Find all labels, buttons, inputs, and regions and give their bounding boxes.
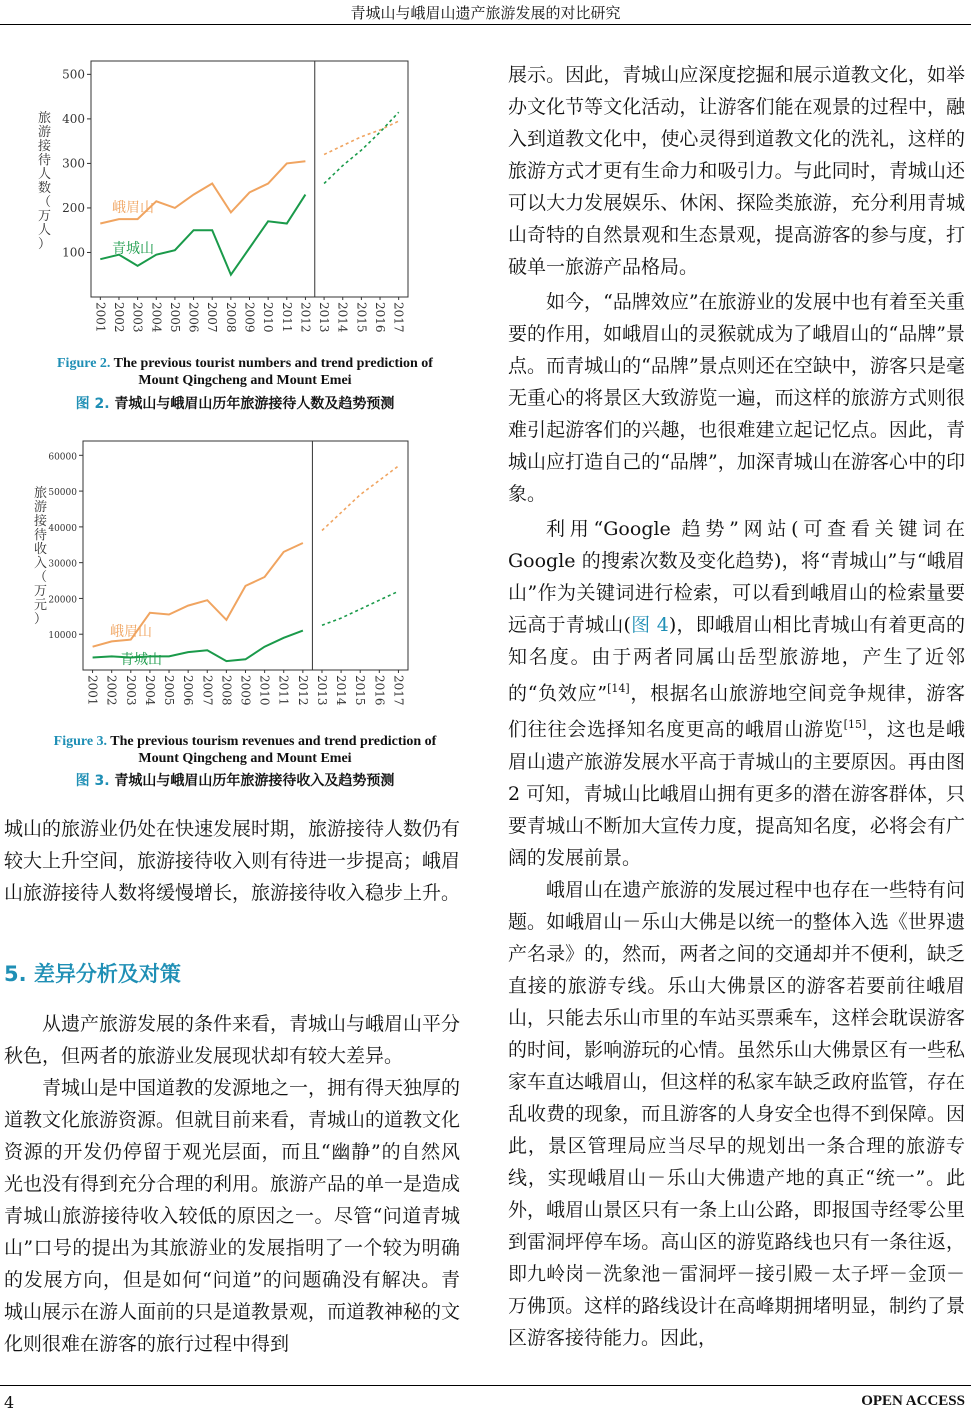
p3-text-a: 利用“Google 趋势”网站(可查看关键词在 Google 的搜索次数及变化趋势)，将“青城山”与“峨眉山”作为关键词进行检索，可以看到峨眉山的检索量要远高于青城山(: [508, 518, 965, 636]
x-tick-label: 2010: [257, 675, 272, 706]
x-tick-label: 2003: [123, 675, 138, 706]
y-tick-label: 300: [62, 156, 85, 171]
figure-3-cn-text: 青城山与峨眉山历年旅游接待收入及趋势预测: [114, 773, 395, 789]
left-paragraph-2: 青城山是中国道教的发源地之一，拥有得天独厚的道教文化旅游资源。但就目前来看，青城山的道教文化资源的开发仍停留于观光层面，而且“幽静”的自然风光也没有得到充分合理的利用。旅游产品的单一是造成青城山旅游接待收入较低的原因之一。尽管“问道青城山”口号的提出为其旅游业的发展指明了一个较为明确的发展方向，但是如何“问道”的问题确没有解决。青城山展示在游人面前的只是道教景观，而道教神秘的文化则很难在游客的旅行过程中得到: [4, 1077, 461, 1355]
figure-3-caption-cn: [0, 770, 480, 790]
p3-text-d: ，这也是峨眉山遗产旅游发展水平高于青城山的主要原因。再由图 2 可知，青城山比峨眉山拥有更多的潜在游客群体，只要青城山不断加大宣传力度，提高知名度，必将会有广阔的发展前景。: [508, 718, 965, 869]
right-paragraph-1: 展示。因此，青城山应深度挖掘和展示道教文化，如举办文化节等文化活动，让游客们能在观景的过程中，融入到道教文化中，使心灵得到道教文化的洗礼，这样的旅游方式才更有生命力和吸引力。与此同时，青城山还可以大力发展娱乐、休闲、探险类旅游，充分利用青城山奇特的自然景观和生态景观，提高游客的参与度，打破单一旅游产品格局。: [508, 64, 965, 278]
figure-4-link[interactable]: 图 4: [630, 614, 669, 636]
y-tick-label: 40000: [48, 523, 77, 534]
figure-2-cn-text: 青城山与峨眉山历年旅游接待人数及趋势预测: [114, 396, 395, 412]
page-number: 4: [4, 1393, 15, 1412]
y-tick-label: 200: [62, 200, 85, 215]
plot-frame: [91, 61, 408, 297]
emei-series-label: 峨眉山: [112, 200, 154, 216]
figure-3-caption-text: The previous tourism revenues and trend prediction of: [110, 734, 437, 749]
figure-2-caption-cn: [0, 393, 480, 413]
figure-2-cn-label: 图 2.: [75, 396, 110, 412]
x-tick-label: 2012: [295, 675, 310, 706]
header-rule: [0, 24, 971, 25]
right-paragraph-4: 峨眉山在遗产旅游的发展过程中也存在一些特有问题。如峨眉山－乐山大佛是以统一的整体入选《世界遗产名录》的，然而，两者之间的交通却并不便利，缺乏直接的旅游专线。乐山大佛景区的游客若要前往峨眉山，只能去乐山市里的车站买票乘车，这样会耽误游客的时间，影响游玩的心情。虽然乐山大佛景区有一些私家车直达峨眉山，但这样的私家车缺乏政府监管，存在乱收费的现象，而且游客的人身安全也得不到保障。因此，景区管理局应当尽早的规划出一条合理的旅游专线，实现峨眉山－乐山大佛遗产地的真正“统一”。此外，峨眉山景区只有一条上山公路，即报国寺经零公里到雷洞坪停车场。高山区的游览路线也只有一条往返，即九岭岗－洗象池－雷洞坪－接引殿－太子坪－金顶－万佛顶。这样的路线设计在高峰期拥堵明显，制约了景区游客接待能力。因此，: [508, 879, 965, 1349]
x-tick-label: 2001: [85, 675, 100, 706]
x-tick-label: 2014: [335, 302, 350, 333]
citation-14[interactable]: [14]: [607, 682, 630, 695]
y-axis-label: 旅游接待人数（万人）: [38, 111, 52, 252]
x-tick-label: 2017: [391, 675, 406, 706]
section-heading: 5. 差异分析及对策: [4, 962, 181, 986]
x-tick-label: 2001: [93, 302, 108, 333]
open-access-label: OPEN ACCESS: [861, 1393, 965, 1409]
x-tick-label: 2014: [334, 675, 349, 706]
figure-2-chart: [0, 44, 490, 344]
figure-2-caption-en: [0, 355, 490, 389]
y-tick-label: 60000: [48, 452, 77, 463]
left-paragraph-continued: 城山的旅游业仍处在快速发展时期，旅游接待人数仍有较大上升空间，旅游接待收入则有待进一步提高；峨眉山旅游接待人数将缓慢增长，旅游接待收入稳步上升。: [4, 818, 461, 904]
right-paragraph-3: [508, 513, 965, 874]
y-tick-label: 20000: [48, 595, 77, 606]
x-tick-label: 2015: [354, 302, 369, 333]
right-paragraph-2: 如今，“品牌效应”在旅游业的发展中也有着至关重要的作用，如峨眉山的灵猴就成为了峨眉山的“品牌”景点。而青城山的“品牌”景点则还在空缺中，游客只是毫无重心的将景区大致游览一遍，而这样的旅游方式则很难引起游客们的兴趣，也很难建立起记忆点。因此，青城山应打造自己的“品牌”，加深青城山在游客心中的印象。: [508, 291, 965, 505]
x-tick-label: 2009: [242, 302, 257, 333]
x-tick-label: 2007: [205, 302, 220, 333]
x-tick-label: 2002: [111, 302, 126, 333]
emei-series-label: 峨眉山: [110, 624, 152, 640]
x-tick-label: 2009: [238, 675, 253, 706]
y-tick-label: 30000: [48, 559, 77, 570]
x-tick-label: 2008: [223, 302, 238, 333]
x-tick-label: 2011: [279, 302, 294, 333]
x-tick-label: 2012: [298, 302, 313, 333]
figure-3-caption-en: [0, 733, 490, 767]
y-tick-label: 50000: [48, 488, 77, 499]
x-tick-label: 2004: [149, 302, 164, 333]
p3-text-c: ，根据名山旅游地空间竞争规律，游客们往往会选择知名度更高的峨眉山游览: [508, 682, 965, 741]
x-tick-label: 2005: [167, 302, 182, 333]
x-tick-label: 2013: [317, 302, 332, 333]
x-tick-label: 2016: [373, 302, 388, 333]
x-tick-label: 2005: [162, 675, 177, 706]
x-tick-label: 2002: [104, 675, 119, 706]
figure-3-chart: [0, 430, 490, 730]
series-line-2: [322, 466, 398, 531]
x-tick-label: 2006: [186, 302, 201, 333]
figure-3-label: Figure 3.: [53, 734, 108, 749]
y-tick-label: 500: [62, 67, 85, 82]
x-tick-label: 2006: [181, 675, 196, 706]
x-tick-label: 2007: [200, 675, 215, 706]
series-line-3: [322, 591, 398, 625]
left-paragraph-1: 从遗产旅游发展的条件来看，青城山与峨眉山平分秋色，但两者的旅游业发展现状却有较大差异。: [4, 1013, 461, 1067]
running-title: 青城山与峨眉山遗产旅游发展的对比研究: [350, 4, 621, 22]
footer-rule: [0, 1385, 971, 1386]
x-tick-label: 2003: [130, 302, 145, 333]
qingcheng-series-label: 青城山: [112, 241, 154, 257]
y-axis-label: 旅游接待收入（万元）: [34, 486, 48, 627]
x-tick-label: 2015: [353, 675, 368, 706]
x-tick-label: 2004: [142, 675, 157, 706]
x-tick-label: 2010: [261, 302, 276, 333]
series-line-3: [324, 112, 399, 183]
figure-3-cn-label: 图 3.: [75, 773, 110, 789]
figure-3-caption-text2: Mount Qingcheng and Mount Emei: [138, 751, 352, 766]
x-tick-label: 2013: [314, 675, 329, 706]
p3-text-b: )，即峨眉山相比青城山有着更高的知名度。由于两者同属山岳型旅游地，产生了近邻的“负效应”: [508, 614, 965, 705]
figure-2-caption-text: The previous tourist numbers and trend prediction of: [113, 356, 433, 371]
y-tick-label: 100: [62, 245, 85, 260]
x-tick-label: 2011: [276, 675, 291, 706]
figure-2-caption-text2: Mount Qingcheng and Mount Emei: [138, 373, 352, 388]
x-tick-label: 2016: [372, 675, 387, 706]
x-tick-label: 2008: [219, 675, 234, 706]
y-tick-label: 10000: [48, 631, 77, 642]
figure-2-label: Figure 2.: [57, 356, 111, 371]
y-tick-label: 400: [62, 111, 85, 126]
citation-15[interactable]: [15]: [843, 718, 867, 732]
x-tick-label: 2017: [391, 302, 406, 333]
qingcheng-series-label: 青城山: [120, 652, 162, 668]
